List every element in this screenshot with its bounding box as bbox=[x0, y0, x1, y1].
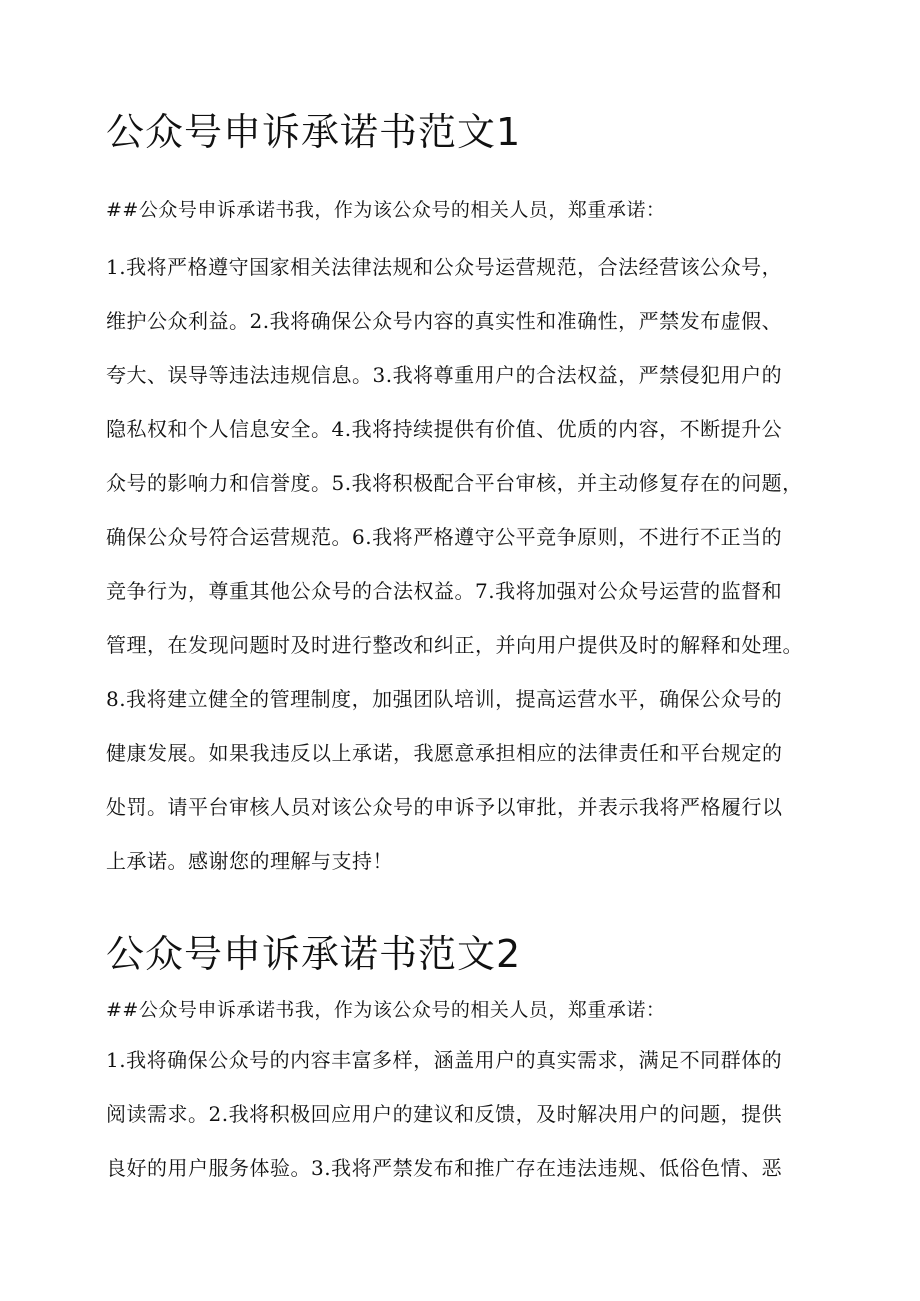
section2-intro: ##公众号申诉承诺书我，作为该公众号的相关人员，郑重承诺： bbox=[106, 999, 666, 1021]
section1-line-3: 夸大、误导等违法违规信息。3.我将尊重用户的合法权益，严禁侵犯用户的 bbox=[106, 363, 783, 387]
section1-line-9: 8.我将建立健全的管理制度，加强团队培训，提高运营水平，确保公众号的 bbox=[106, 687, 783, 711]
section2-line-2: 阅读需求。2.我将积极回应用户的建议和反馈，及时解决用户的问题，提供 bbox=[106, 1102, 783, 1126]
section1-line-11: 处罚。请平台审核人员对该公众号的申诉予以审批，并表示我将严格履行以 bbox=[106, 795, 783, 819]
section1-line-8: 管理，在发现问题时及时进行整改和纠正，并向用户提供及时的解释和处理。 bbox=[106, 633, 803, 657]
section1-line-4: 隐私权和个人信息安全。4.我将持续提供有价值、优质的内容，不断提升公 bbox=[106, 417, 783, 441]
section2-line-1: 1.我将确保公众号的内容丰富多样，涵盖用户的真实需求，满足不同群体的 bbox=[106, 1048, 783, 1072]
section2-line-3: 良好的用户服务体验。3.我将严禁发布和推广存在违法违规、低俗色情、恶 bbox=[106, 1156, 783, 1180]
section1-line-12: 上承诺。感谢您的理解与支持！ bbox=[106, 849, 393, 873]
section1-line-6: 确保公众号符合运营规范。6.我将严格遵守公平竞争原则，不进行不正当的 bbox=[106, 525, 783, 549]
section1-line-7: 竞争行为，尊重其他公众号的合法权益。7.我将加强对公众号运营的监督和 bbox=[106, 579, 783, 603]
section2-title: 公众号申诉承诺书范文2 bbox=[106, 932, 522, 976]
section1-title: 公众号申诉承诺书范文1 bbox=[106, 110, 522, 154]
section1-line-1: 1.我将严格遵守国家相关法律法规和公众号运营规范，合法经营该公众号， bbox=[106, 255, 783, 279]
section1-line-10: 健康发展。如果我违反以上承诺，我愿意承担相应的法律责任和平台规定的 bbox=[106, 741, 783, 765]
section1-line-2: 维护公众利益。2.我将确保公众号内容的真实性和准确性，严禁发布虚假、 bbox=[106, 309, 783, 333]
section1-line-5: 众号的影响力和信誉度。5.我将积极配合平台审核，并主动修复存在的问题， bbox=[106, 471, 803, 495]
section1-intro: ##公众号申诉承诺书我，作为该公众号的相关人员，郑重承诺： bbox=[106, 199, 666, 221]
